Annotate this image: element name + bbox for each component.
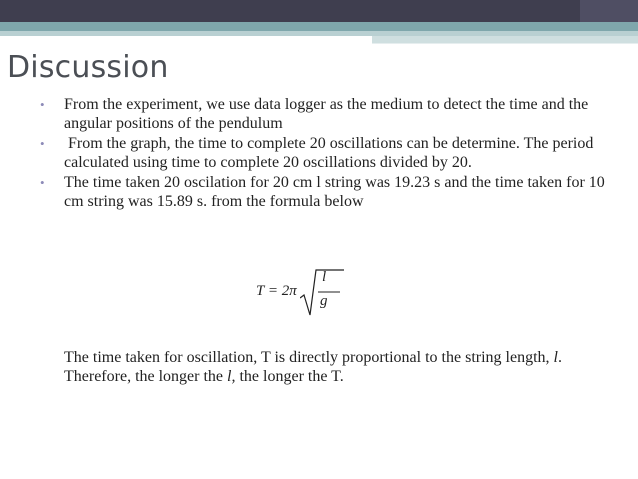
conclusion-part-3: the longer the T. <box>235 368 344 385</box>
bullet-dot-icon: • <box>40 136 45 151</box>
bullet-text-2: From the graph, the time to complete 20 oscillations can be determine. The period calculated using time to complete 20 oscillations divided by 20. <box>64 135 598 171</box>
conclusion-var-1: l <box>553 349 558 366</box>
bullet-item-3 <box>40 173 610 211</box>
header-bar <box>0 0 638 22</box>
bullet-list <box>40 95 610 212</box>
formula-denominator: g <box>320 293 328 309</box>
bullet-text-1: From the experiment, we use data logger as the medium to detect the time and the angular positions of the pendulum <box>64 96 589 132</box>
header-stripe-right-line <box>372 43 638 44</box>
bullet-item-1 <box>40 95 610 133</box>
slide-title: Discussion <box>7 50 169 85</box>
bullet-text-3: The time taken 20 oscilation for 20 cm l string was 19.23 s and the time taken for 10 cm string was 15.89 s. from the formula below <box>64 174 605 210</box>
conclusion-part-1: The time taken for oscillation, T is directly proportional to the string length, <box>64 349 554 366</box>
formula-numerator: l <box>322 269 327 285</box>
conclusion-text <box>64 348 614 386</box>
header-stripe-teal <box>0 22 638 31</box>
conclusion-var-2: l, <box>227 368 236 385</box>
formula-lhs: T = 2π <box>256 283 297 299</box>
header-accent <box>580 0 638 22</box>
conclusion-part-2: . Therefore, the longer the <box>64 349 562 385</box>
bullet-dot-icon: • <box>40 175 45 190</box>
bullet-dot-icon: • <box>40 97 45 112</box>
period-formula <box>256 268 346 318</box>
header-stripe-right <box>372 36 638 43</box>
bullet-item-2 <box>40 134 610 172</box>
